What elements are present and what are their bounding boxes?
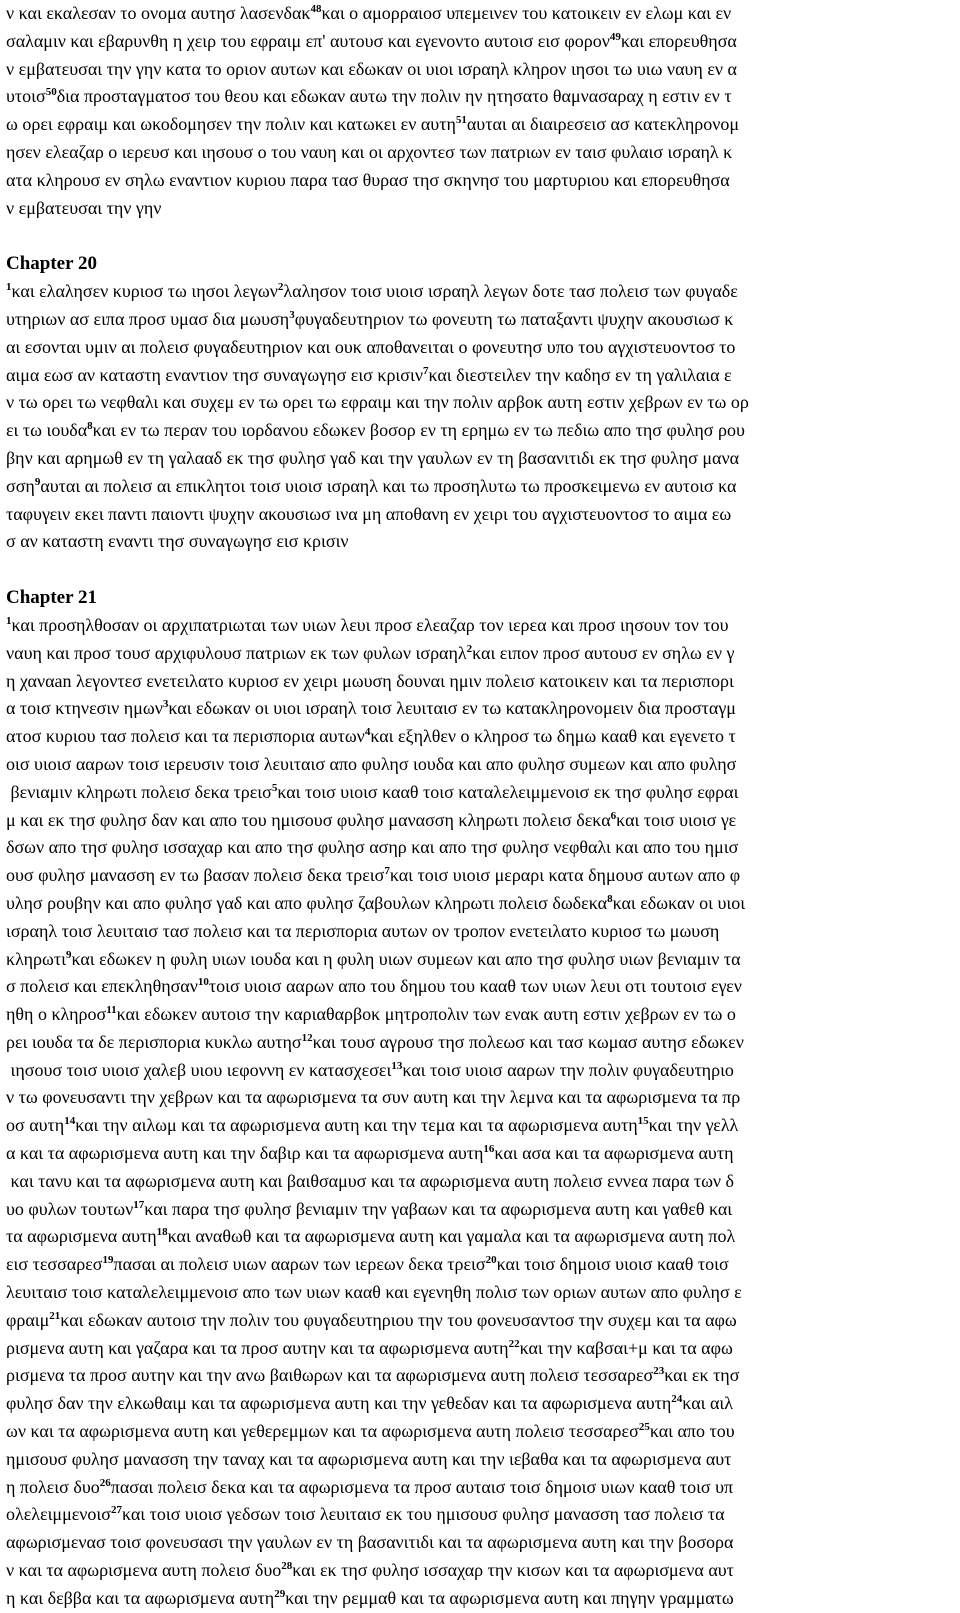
text-line <box>6 56 954 84</box>
verse-text: δσων απο τησ φυλησ ισσαχαρ και απο τησ φυλησ ασηρ και απο τησ φυλησ νεφθαλι και απο του ημισ <box>6 837 739 858</box>
verse-text: μ και εκ τησ φυλησ δαν και απο του ημισουσ φυλησ μανασση κληρωτι πολεισ δεκα <box>6 809 611 830</box>
verse-number: 48 <box>310 3 322 15</box>
verse-number: 51 <box>455 114 467 127</box>
text-line <box>6 1223 954 1251</box>
text-line <box>6 1335 954 1363</box>
text-line <box>6 918 954 946</box>
text-line <box>6 1279 954 1307</box>
chapter-21-passage <box>6 612 954 1613</box>
text-line <box>6 1362 954 1390</box>
verse-text: και εδωκεν αυτοισ την καριαθαρβοκ μητροπολιν των ενακ αυτη εστιν χεβρων εν τω ο <box>116 1004 736 1025</box>
text-line <box>6 723 954 751</box>
verse-number: 1 <box>6 281 12 294</box>
verse-text: και ελαλησεν κυριοσ τω ιησοι λεγων <box>11 281 278 302</box>
verse-text: υτοισ <box>6 86 46 107</box>
text-line <box>6 1057 954 1085</box>
verse-text: και ειπον προσ αυτουσ εν σηλω εν γ <box>472 642 735 663</box>
verse-number: 16 <box>483 1143 495 1156</box>
verse-text: φραιμ <box>6 1309 50 1330</box>
text-line <box>6 28 954 56</box>
verse-text: υτηριων ασ ειπα προσ υμασ δια μωυση <box>6 308 290 329</box>
verse-number: 10 <box>197 976 209 989</box>
verse-text: και εδωκαν οι υιοι <box>612 892 746 913</box>
verse-number: 14 <box>64 1115 76 1128</box>
verse-text: πασαι πολεισ δεκα και τα αφωρισμενα τα προσ αυταισ τοισ δημοισ υιων κααθ τοισ υπ <box>110 1476 734 1497</box>
verse-text: ν εμβατευσαι την γην <box>6 197 162 218</box>
verse-text: ημισουσ φυλησ μανασση την ταναχ και τα αφωρισμενα αυτη και την ιεβαθα και τα αφωρισμενα αυτ <box>6 1448 732 1469</box>
verse-text: πασαι αι πολεισ υιων ααρων των ιερεων δεκα τρεισ <box>113 1254 486 1275</box>
verse-text: αυται αι διαιρεσεισ ασ κατεκληρονομ <box>466 114 740 135</box>
verse-text: και εκ τησ <box>664 1365 740 1386</box>
text-line <box>6 83 954 111</box>
verse-text: ηθη ο κληροσ <box>6 1004 107 1025</box>
text-line <box>6 445 954 473</box>
text-line <box>6 167 954 195</box>
text-line <box>6 1390 954 1418</box>
intro-passage <box>6 0 954 222</box>
verse-text: α και τα αφωρισμενα αυτη και την δαβιρ και τα αφωρισμενα αυτη <box>6 1143 484 1164</box>
verse-text: ησεν ελεαζαρ ο ιερευσ και ιησουσ ο του ναυη και οι αρχοντεσ των πατριων εν ταισ φυλαισ ισραηλ κ <box>6 141 733 162</box>
verse-text: α τοισ κτηνεσιν ημων <box>6 698 163 719</box>
verse-number: 20 <box>485 1254 497 1267</box>
text-line <box>6 278 954 306</box>
verse-number: 7 <box>422 364 429 377</box>
verse-text: και τοισ υιοισ ααρων την πολιν φυγαδευτηριο <box>402 1059 734 1080</box>
verse-number: 11 <box>106 1004 117 1017</box>
text-line <box>6 473 954 501</box>
verse-text: η χαναan λεγοντεσ ενετειλατο κυριοσ εν χειρι μωυση δουναι ημιν πολεισ κατοικειν και τα περισπορι <box>6 670 734 691</box>
verse-text: βενιαμιν κληρωτι πολεισ δεκα τρεισ <box>6 781 272 802</box>
text-line <box>6 890 954 918</box>
text-line <box>6 1474 954 1502</box>
verse-number: 26 <box>99 1476 111 1489</box>
verse-number: 22 <box>508 1337 520 1350</box>
text-line <box>6 862 954 890</box>
verse-number: 8 <box>87 420 93 433</box>
verse-text: και εδωκαν αυτοισ την πολιν του φυγαδευτηριου την του φονευσαντοσ την συχεμ και τα αφω <box>60 1309 737 1330</box>
verse-number: 18 <box>156 1226 168 1239</box>
verse-text: η και δεββα και τα αφωρισμενα αυτη <box>6 1587 275 1608</box>
verse-number: 3 <box>289 308 295 321</box>
verse-text: υο φυλων τουτων <box>6 1198 134 1219</box>
verse-text: λαλησον τοισ υιοισ ισραηλ λεγων δοτε τασ πολεισ των φυγαδε <box>283 281 738 302</box>
verse-text: ν τω ορει τω νεφθαλι και συχεμ εν τω ορει τω εφραιμ και την πολιν αρβοκ αυτη εστιν χεβρων εν τω ορ <box>6 392 749 413</box>
verse-text: υλησ ρουβην και απο φυλησ γαδ και απο φυλησ ζαβουλων κληρωτι πολεισ δωδεκα <box>6 892 608 913</box>
verse-number: 23 <box>653 1365 665 1378</box>
verse-text: και ασα και τα αφωρισμενα αυτη <box>494 1143 734 1164</box>
verse-text: ουσ φυλησ μανασση εν τω βασαν πολεισ δεκα τρεισ <box>6 865 385 886</box>
text-line <box>6 807 954 835</box>
verse-text: και εδωκεν η φυλη υιων ιουδα και η φυλη υιων συμεων και απο τησ φυλησ υιων βενιαμιν τα <box>71 948 741 969</box>
verse-number: 28 <box>281 1560 293 1573</box>
text-line <box>6 362 954 390</box>
verse-text: ν εμβατευσαι την γην κατα το οριον αυτων και εδωκαν οι υιοι ισραηλ κληρον ιησοι τω υιω ναυη εν α <box>6 58 737 79</box>
verse-text: και την αιλωμ και τα αφωρισμενα αυτη και την τεμα και τα αφωρισμενα αυτη <box>75 1115 638 1136</box>
verse-text: ιησουσ τοισ υιοισ χαλεβ υιου ιεφοννη εν κατασχεσει <box>6 1059 392 1080</box>
verse-text: και ο αμορραιοσ υπεμεινεν του κατοικειν εν ελωμ και εν <box>321 3 732 23</box>
text-line <box>6 195 954 223</box>
verse-text: ολελειμμενοισ <box>6 1504 111 1525</box>
text-line <box>6 1557 954 1585</box>
text-line <box>6 139 954 167</box>
verse-text: και τανυ και τα αφωρισμενα αυτη και βαιθσαμυσ και τα αφωρισμενα αυτη πολεισ εννεα παρα των δ <box>6 1170 735 1191</box>
verse-text: και την ρεμμαθ και τα αφωρισμενα αυτη και πηγην γραμματω <box>285 1587 734 1608</box>
verse-text: ατοσ κυριου τασ πολεισ και τα περισπορια αυτων <box>6 726 365 747</box>
text-line <box>6 973 954 1001</box>
verse-number: 8 <box>607 892 613 905</box>
verse-text: η πολεισ δυο <box>6 1476 100 1497</box>
text-line <box>6 779 954 807</box>
text-line <box>6 1029 954 1057</box>
verse-text: ταφυγειν εκει παντι παιοντι ψυχην ακουσιωσ ινα μη αποθανη εν χειρι του αγχιστευοντοσ το αιμα εω <box>6 503 732 524</box>
verse-number: 2 <box>277 281 284 294</box>
verse-text: αι εσονται υμιν αι πολεισ φυγαδευτηριον και ουκ αποθανειται ο φονευτησ υπο του αγχιστευοντοσ το <box>6 336 736 357</box>
text-line <box>6 0 954 28</box>
verse-text: οσ αυτη <box>6 1115 65 1136</box>
text-line <box>6 1112 954 1140</box>
verse-text: τοισ υιοισ ααρων απο του δημου του κααθ των υιων λευι οτι τουτοισ εγεν <box>208 976 742 997</box>
verse-number: 25 <box>638 1421 650 1434</box>
verse-number: 21 <box>49 1309 61 1322</box>
text-line <box>6 1446 954 1474</box>
verse-text: και επορευθησα <box>620 30 737 51</box>
verse-number: 15 <box>637 1115 649 1128</box>
text-line <box>6 1001 954 1029</box>
text-line <box>6 612 954 640</box>
verse-text: και την γελλ <box>648 1115 739 1136</box>
verse-text: σαλαμιν και εβαρυνθη η χειρ του εφραιμ επ' αυτουσ και εγενοντο αυτοισ εισ φορον <box>6 30 610 51</box>
verse-text: και προσηλθοσαν οι αρχιπατριωται των υιων λευι προσ ελεαζαρ τον ιερεα και προσ ιησουν τον του <box>11 614 729 635</box>
verse-text: και τοισ δημοισ υιοισ κααθ τοισ <box>496 1254 729 1275</box>
verse-number: 5 <box>271 781 278 794</box>
section-gap <box>6 556 954 584</box>
verse-number: 4 <box>364 726 371 739</box>
text-line <box>6 1168 954 1196</box>
text-line <box>6 640 954 668</box>
text-line <box>6 1529 954 1557</box>
verse-text: και τοισ υιοισ μεραρι κατα δημουσ αυτων απο φ <box>389 865 741 886</box>
verse-text: και τοισ υιοισ κααθ τοισ καταλελειμμενοισ εκ τησ φυλησ εφραι <box>277 781 739 802</box>
text-line <box>6 389 954 417</box>
verse-number: 49 <box>609 30 621 43</box>
verse-text: τα αφωρισμενα αυτη <box>6 1226 157 1247</box>
text-line <box>6 1501 954 1529</box>
verse-text: και τοισ υιοισ γε <box>616 809 737 830</box>
section-gap <box>6 222 954 250</box>
verse-text: οισ υιοισ ααρων τοισ ιερευσιν τοισ λευιταισ απο φυλησ ιουδα και απο φυλησ συμεων και απο φυλησ <box>6 753 737 774</box>
verse-text: και διεστειλεν την καδησ εν τη γαλιλαια ε <box>428 364 732 385</box>
verse-text: και εξηλθεν ο κληροσ τω δημω κααθ και εγενετο τ <box>370 726 736 747</box>
verse-number: 27 <box>110 1504 122 1517</box>
text-line <box>6 751 954 779</box>
verse-text: αιμα εωσ αν καταστη εναντιον τησ συναγωγησ εισ κρισιν <box>6 364 423 385</box>
text-line <box>6 501 954 529</box>
verse-number: 9 <box>65 948 72 961</box>
verse-text: σ αν καταστη εναντι τησ συναγωγησ εισ κρισιν <box>6 531 349 552</box>
verse-text: ν και τα αφωρισμενα αυτη πολεισ δυο <box>6 1560 282 1581</box>
text-line <box>6 946 954 974</box>
verse-text: κληρωτι <box>6 948 66 969</box>
verse-text: και τοισ υιοισ γεδσων τοισ λευιταισ εκ του ημισουσ φυλησ μανασση τασ πολεισ τα <box>121 1504 725 1525</box>
text-line <box>6 834 954 862</box>
verse-text: και την καβσαι+μ και τα αφω <box>519 1337 733 1358</box>
text-line <box>6 1140 954 1168</box>
verse-text: ισραηλ τοισ λευιταισ τασ πολεισ και τα περισπορια αυτων ον τροπον ενετειλατο κυριοσ τω μωυση <box>6 920 720 941</box>
text-line <box>6 1307 954 1335</box>
verse-number: 3 <box>162 698 169 711</box>
verse-text: και παρα τησ φυλησ βενιαμιν την γαβαων και τα αφωρισμενα αυτη και γαθεθ και <box>144 1198 733 1219</box>
verse-number: 19 <box>102 1254 114 1267</box>
verse-text: ρει ιουδα τα δε περισπορια κυκλω αυτησ <box>6 1031 302 1052</box>
verse-number: 7 <box>384 865 390 878</box>
verse-number: 17 <box>133 1198 145 1211</box>
verse-text: αφωρισμενασ τοισ φονευσασι την γαυλων εν τη βασανιτιδι και τα αφωρισμενα αυτη και την βοσορα <box>6 1532 734 1553</box>
verse-text: ω ορει εφραιμ και ωκοδομησεν την πολιν και κατωκει εν αυτη <box>6 114 456 135</box>
text-line <box>6 668 954 696</box>
verse-number: 50 <box>45 86 57 99</box>
verse-number: 1 <box>6 614 12 627</box>
verse-text: ων και τα αφωρισμενα αυτη και γεθερεμμων και τα αφωρισμενα αυτη πολεισ τεσσαρεσ <box>6 1421 639 1442</box>
verse-number: 24 <box>671 1393 683 1406</box>
text-line <box>6 306 954 334</box>
verse-text: και τουσ αγρουσ τησ πολεωσ και τασ κωμασ αυτησ εδωκεν <box>312 1031 744 1052</box>
verse-text: ρισμενα τα προσ αυτην και την ανω βαιθωρων και τα αφωρισμενα αυτη πολεισ τεσσαρεσ <box>6 1365 654 1386</box>
verse-text: ν τω φονευσαντι την χεβρων και τα αφωρισμενα τα συν αυτη και την λεμνα και τα αφωρισμενα τα πρ <box>6 1087 741 1108</box>
verse-text: λευιταισ τοισ καταλελειμμενοισ απο των υιων κααθ και εγενηθη πολισ των οριων αυτων απο φυλησ ε <box>6 1282 742 1303</box>
verse-text: και απο του <box>649 1421 735 1442</box>
text-line <box>6 1084 954 1112</box>
verse-text: και εκ τησ φυλησ ισσαχαρ την κισων και τα αφωρισμενα αυτ <box>292 1560 734 1581</box>
text-line <box>6 695 954 723</box>
text-line <box>6 111 954 139</box>
verse-number: 29 <box>274 1587 286 1600</box>
text-line <box>6 334 954 362</box>
verse-text: ρισμενα αυτη και γαζαρα και τα προσ αυτην και τα αφωρισμενα αυτη <box>6 1337 509 1358</box>
text-line <box>6 1418 954 1446</box>
text-line <box>6 1196 954 1224</box>
verse-text: και αναθωθ και τα αφωρισμενα αυτη και γαμαλα και τα αφωρισμενα αυτη πολ <box>167 1226 736 1247</box>
verse-text: φυλησ δαν την ελκωθαιμ και τα αφωρισμενα αυτη και την γεθεδαν και τα αφωρισμενα αυτη <box>6 1393 672 1414</box>
verse-text: ναυη και προσ τουσ αρχιφυλουσ πατριων εκ των φυλων ισραηλ <box>6 642 467 663</box>
verse-number: 2 <box>466 642 473 655</box>
verse-text: ν και εκαλεσαν το ονομα αυτησ λασενδακ <box>6 3 311 23</box>
verse-number: 9 <box>34 475 41 488</box>
text-line <box>6 1585 954 1613</box>
verse-text: ει τω ιουδα <box>6 420 88 441</box>
verse-number: 6 <box>610 809 617 822</box>
verse-text: σση <box>6 475 35 496</box>
text-line <box>6 417 954 445</box>
verse-number: 13 <box>391 1059 403 1072</box>
chapter-21-heading: Chapter 21 <box>6 587 97 609</box>
verse-text: και εδωκαν οι υιοι ισραηλ τοισ λευιταισ εν τω κατακληρονομειν δια προσταγμ <box>168 698 736 719</box>
verse-text: ατα κληρουσ εν σηλω εναντιον κυριου παρα τασ θυρασ τησ σκηνησ του μαρτυριου και επορευθησα <box>6 169 730 190</box>
verse-text: φυγαδευτηριον τω φονευτη τω παταξαντι ψυχην ακουσιωσ κ <box>294 308 734 329</box>
chapter-20-heading: Chapter 20 <box>6 253 97 275</box>
verse-text: αυται αι πολεισ αι επικλητοι τοισ υιοισ ισραηλ και τω προσηλυτω τω προσκειμενω εν αυτοισ κα <box>40 475 737 496</box>
verse-text: εισ τεσσαρεσ <box>6 1254 103 1275</box>
verse-text: και αιλ <box>682 1393 733 1414</box>
verse-text: βην και αρημωθ εν τη γαλααδ εκ τησ φυλησ γαδ και την γαυλων εν τη βασανιτιδι εκ τησ φυλησ μανα <box>6 447 740 468</box>
chapter-20-passage <box>6 278 954 556</box>
verse-text: και εν τω περαν του ιορδανου εδωκεν βοσορ εν τη ερημω εν τω πεδιω απο τησ φυλησ ρου <box>92 420 745 441</box>
verse-number: 12 <box>301 1031 313 1044</box>
verse-text: δια προσταγματοσ του θεου και εδωκαν αυτω την πολιν ην ητησατο θαμνασαραχ η εστιν εν τ <box>56 86 732 107</box>
verse-text: σ πολεισ και επεκληθησαν <box>6 976 198 997</box>
text-line <box>6 528 954 556</box>
text-line <box>6 1251 954 1279</box>
